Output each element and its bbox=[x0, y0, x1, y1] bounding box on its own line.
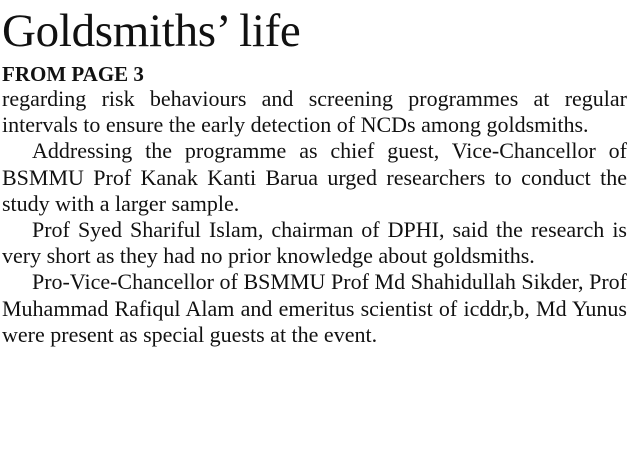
news-article bbox=[2, 0, 627, 348]
article-paragraph: regarding risk behaviours and screening programmes at regular intervals to ensure the early detection of NCDs among goldsmiths. bbox=[2, 86, 627, 138]
article-paragraph: Prof Syed Shariful Islam, chairman of DPHI, said the research is very short as they had no prior knowledge about goldsmiths. bbox=[2, 217, 627, 269]
continued-from-label: FROM PAGE 3 bbox=[2, 62, 144, 86]
article-paragraph: Pro-Vice-Chancellor of BSMMU Prof Md Shahidullah Sikder, Prof Muhammad Rafiqul Alam and emeritus scientist of icddr,b, Md Yunus were present as special guests at the event. bbox=[2, 269, 627, 347]
article-body bbox=[2, 86, 627, 348]
article-headline: Goldsmiths’ life bbox=[2, 5, 301, 57]
article-paragraph: Addressing the programme as chief guest, Vice-Chancellor of BSMMU Prof Kanak Kanti Barua urged researchers to conduct the study with a larger sample. bbox=[2, 138, 627, 216]
